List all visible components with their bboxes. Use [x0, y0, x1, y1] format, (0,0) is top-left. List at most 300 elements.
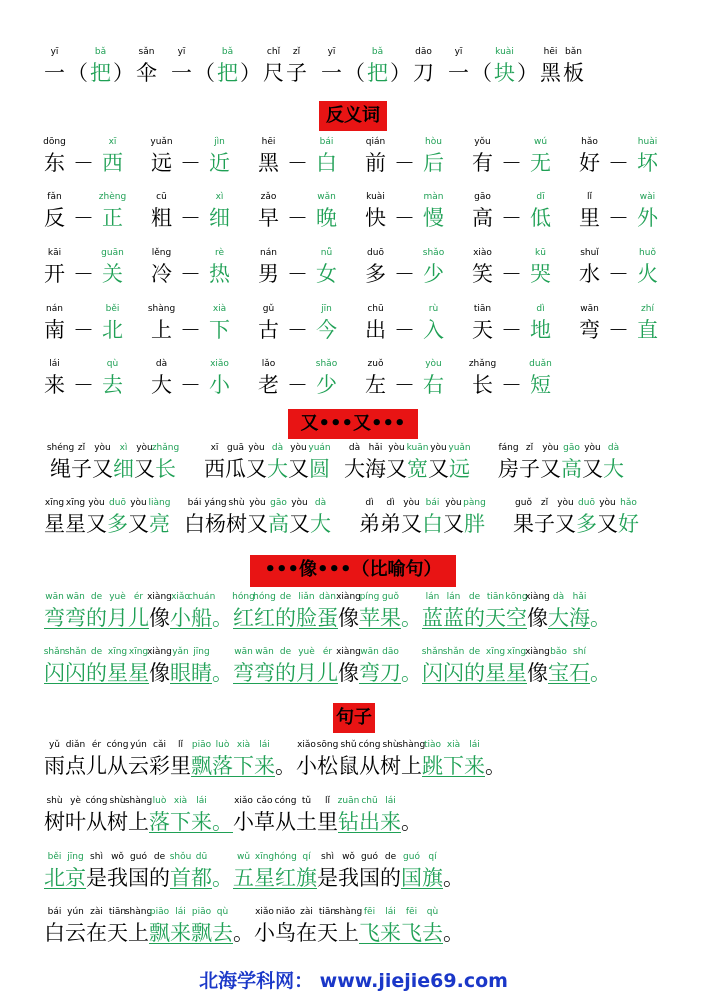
- pinyin: yòu: [94, 443, 111, 453]
- hanzi: 睛: [191, 661, 212, 685]
- pinyin: xiǎo: [255, 907, 274, 917]
- pinyin: yòu: [430, 443, 447, 453]
- char-unit: [316, 137, 337, 176]
- pinyin: dà: [607, 443, 620, 453]
- char-unit: [472, 248, 493, 287]
- char-unit: [254, 647, 275, 686]
- char-unit: [44, 796, 65, 835]
- char-unit: [590, 605, 611, 631]
- hanzi: 云: [128, 754, 149, 778]
- char-unit: [190, 456, 204, 482]
- hanzi: 长: [155, 457, 176, 481]
- hanzi: 胖: [464, 512, 485, 536]
- pinyin: jìn: [214, 137, 225, 147]
- char-unit: [212, 907, 233, 946]
- pinyin: wǒ: [342, 852, 355, 862]
- pinyin: xià: [173, 796, 188, 806]
- pinyin: kū: [535, 248, 546, 258]
- char-unit: [212, 740, 233, 779]
- pinyin: shù: [46, 796, 63, 806]
- char-unit: [443, 740, 464, 779]
- hanzi: 。: [590, 661, 611, 685]
- char-unit: [128, 498, 149, 537]
- char-unit: [448, 443, 471, 482]
- char-unit: [233, 796, 254, 835]
- char-unit: [258, 248, 279, 287]
- hanzi: 。: [485, 754, 506, 778]
- hanzi: 白: [184, 512, 205, 536]
- char-unit: [563, 47, 584, 86]
- pinyin: xī: [108, 137, 117, 147]
- char-unit: [246, 443, 267, 482]
- pinyin: hóng: [274, 852, 297, 862]
- pinyin: guā: [227, 443, 244, 453]
- pinyin: lǐ: [177, 740, 183, 750]
- pinyin: shǎo: [422, 248, 445, 258]
- char-unit: [131, 261, 143, 287]
- hanzi: 从: [86, 810, 107, 834]
- char-unit: [603, 443, 624, 482]
- char-unit: [128, 740, 149, 779]
- pinyin: dì: [536, 304, 545, 314]
- char-unit: [308, 443, 331, 482]
- pinyin: yuè: [298, 647, 315, 657]
- char-unit: [499, 511, 513, 537]
- char-unit: [149, 796, 170, 835]
- char-unit: [485, 592, 506, 631]
- pinyin: yī: [454, 47, 463, 57]
- char-unit: [107, 498, 128, 537]
- pinyin: zài: [90, 907, 103, 917]
- pinyin: tiān: [108, 907, 127, 917]
- char-unit: [336, 647, 361, 686]
- pinyin: yǔ: [48, 740, 61, 750]
- hanzi: 火: [637, 262, 658, 286]
- char-unit: [559, 317, 571, 343]
- pinyin: wān: [234, 647, 253, 657]
- pinyin: yún: [67, 907, 84, 917]
- hanzi: 树: [107, 810, 128, 834]
- hanzi: 下: [209, 318, 230, 342]
- hanzi: 飞: [401, 921, 422, 945]
- char-unit: [191, 740, 212, 779]
- hanzi: 一: [171, 61, 192, 85]
- hanzi: 月: [296, 661, 317, 685]
- char-unit: [86, 740, 107, 779]
- hanzi: 出: [359, 810, 380, 834]
- char-unit: [92, 443, 113, 482]
- pinyin: shàng: [147, 304, 176, 314]
- hanzi: 一: [448, 61, 469, 85]
- pinyin: shù: [382, 740, 399, 750]
- char-unit: [90, 47, 111, 86]
- pinyin: gāo: [474, 192, 491, 202]
- hanzi: 天: [107, 921, 128, 945]
- hanzi: －: [394, 206, 415, 230]
- hanzi: 大: [310, 512, 331, 536]
- char-unit: [316, 248, 337, 287]
- pinyin: luò: [215, 740, 230, 750]
- hanzi: －: [73, 318, 94, 342]
- hanzi: 蓝: [422, 606, 443, 630]
- pinyin: liǎn: [298, 592, 315, 602]
- pinyin: yī: [327, 47, 336, 57]
- pinyin: wǎn: [317, 192, 336, 202]
- hanzi: 蛋: [317, 606, 338, 630]
- char-unit: [316, 192, 337, 231]
- pinyin: bǎ: [371, 47, 384, 57]
- hanzi: 儿: [128, 606, 149, 630]
- pinyin: běi: [105, 304, 120, 314]
- char-unit: [576, 498, 597, 537]
- char-unit: [345, 372, 357, 398]
- pinyin: lái: [175, 907, 186, 917]
- hanzi: 白: [422, 512, 443, 536]
- char-unit: [128, 647, 149, 686]
- char-unit: [170, 796, 191, 835]
- char-unit: [151, 248, 172, 287]
- char-unit: [422, 592, 443, 631]
- pinyin: bái: [319, 137, 334, 147]
- row-antonym2: [44, 192, 658, 231]
- hanzi: 下: [170, 810, 191, 834]
- char-unit: [517, 60, 538, 86]
- pinyin: yòu: [388, 443, 405, 453]
- char-unit: [233, 852, 254, 891]
- char-unit: [380, 498, 401, 537]
- char-unit: [44, 907, 65, 946]
- char-unit: [268, 498, 289, 537]
- hanzi: 树: [380, 754, 401, 778]
- hanzi: 快: [365, 206, 386, 230]
- char-unit: [101, 248, 124, 287]
- char-unit: [338, 852, 359, 891]
- char-unit: [344, 443, 365, 482]
- pinyin: lái: [385, 796, 396, 806]
- char-unit: [212, 865, 233, 891]
- char-unit: [637, 137, 658, 176]
- hanzi: 早: [258, 206, 279, 230]
- hanzi: 又: [247, 512, 268, 536]
- hanzi: 前: [365, 151, 386, 175]
- char-unit: [394, 317, 415, 343]
- hanzi: 天: [317, 921, 338, 945]
- char-unit: [597, 498, 618, 537]
- char-unit: [472, 192, 493, 231]
- hanzi: 一: [44, 61, 65, 85]
- char-unit: [86, 647, 107, 686]
- hanzi: 小: [254, 921, 275, 945]
- pinyin: chǐ: [266, 47, 281, 57]
- hanzi: 落: [212, 754, 233, 778]
- hanzi: 白: [44, 921, 65, 945]
- hanzi: 闪: [422, 661, 443, 685]
- char-unit: [289, 498, 310, 537]
- hanzi: 上: [128, 921, 149, 945]
- char-unit: [337, 796, 360, 835]
- pinyin: jīn: [321, 304, 332, 314]
- hanzi: 。: [590, 606, 611, 630]
- char-unit: [579, 137, 600, 176]
- char-unit: [180, 205, 201, 231]
- row-sentence1: [44, 740, 506, 779]
- char-unit: [226, 498, 247, 537]
- pinyin: guǒ: [515, 498, 532, 508]
- pinyin: zài: [300, 907, 313, 917]
- hanzi: 下: [443, 754, 464, 778]
- char-unit: [468, 359, 497, 398]
- pinyin: dà: [348, 443, 361, 453]
- pinyin: wān: [360, 647, 379, 657]
- char-unit: [46, 443, 75, 482]
- char-unit: [559, 150, 571, 176]
- pinyin: xiǎo: [171, 592, 190, 602]
- pinyin: xī: [210, 443, 219, 453]
- char-unit: [452, 261, 464, 287]
- hanzi: 的: [86, 661, 107, 685]
- hanzi: 里: [170, 754, 191, 778]
- char-unit: [448, 47, 469, 86]
- hanzi: 的: [464, 661, 485, 685]
- hanzi: 叶: [65, 810, 86, 834]
- pinyin: yòu: [445, 498, 462, 508]
- pinyin: zhèng: [98, 192, 127, 202]
- hanzi: 眼: [170, 661, 191, 685]
- pinyin: tiān: [473, 304, 492, 314]
- char-unit: [286, 47, 307, 86]
- pinyin: yòu: [425, 359, 442, 369]
- char-unit: [288, 443, 309, 482]
- hanzi: 又: [134, 457, 155, 481]
- char-unit: [296, 907, 317, 946]
- pinyin: duǎn: [529, 359, 552, 369]
- char-unit: [131, 372, 143, 398]
- char-unit: [501, 372, 522, 398]
- hanzi: 。: [443, 866, 464, 890]
- hanzi: 小: [209, 373, 230, 397]
- pinyin: zuān: [337, 796, 360, 806]
- pinyin: xiǎo: [234, 796, 253, 806]
- char-unit: [608, 150, 629, 176]
- hanzi: －: [287, 151, 308, 175]
- pinyin: de: [279, 647, 292, 657]
- char-unit: [345, 511, 359, 537]
- char-unit: [401, 907, 422, 946]
- hanzi: 老: [258, 373, 279, 397]
- pinyin: zǐ: [540, 498, 549, 508]
- hanzi: 。: [401, 606, 422, 630]
- char-unit: [86, 592, 107, 631]
- pinyin: zǎo: [260, 192, 277, 202]
- char-unit: [151, 443, 180, 482]
- hanzi: 地: [530, 318, 551, 342]
- pinyin: sōng: [316, 740, 339, 750]
- hanzi: 星: [485, 661, 506, 685]
- char-unit: [159, 60, 169, 86]
- hanzi: 是: [317, 866, 338, 890]
- pinyin: zhǎng: [151, 443, 180, 453]
- char-unit: [275, 647, 296, 686]
- hanzi: 伞: [136, 61, 157, 85]
- hanzi: 星: [65, 512, 86, 536]
- hanzi: ）: [113, 61, 134, 85]
- hanzi: 弯: [579, 318, 600, 342]
- char-unit: [170, 647, 191, 686]
- hanzi: 黑: [540, 61, 561, 85]
- hanzi: 又: [289, 512, 310, 536]
- hanzi: 脸: [296, 606, 317, 630]
- pinyin: rù: [428, 304, 439, 314]
- char-unit: [472, 137, 493, 176]
- char-unit: [65, 740, 86, 779]
- char-unit: [147, 592, 172, 631]
- char-unit: [401, 852, 422, 891]
- char-unit: [124, 796, 153, 835]
- hanzi: 宝: [548, 661, 569, 685]
- pinyin: xīng: [65, 498, 86, 508]
- pinyin: qù: [216, 907, 229, 917]
- pinyin: cǎi: [153, 740, 166, 750]
- char-unit: [254, 796, 275, 835]
- char-unit: [232, 592, 255, 631]
- hanzi: 闪: [443, 661, 464, 685]
- hanzi: 。: [401, 810, 422, 834]
- hanzi: 海: [365, 457, 386, 481]
- char-unit: [44, 248, 65, 287]
- char-unit: [608, 317, 629, 343]
- pinyin: tiān: [486, 592, 505, 602]
- char-unit: [296, 592, 317, 631]
- hanzi: 里: [317, 810, 338, 834]
- char-unit: [225, 443, 246, 482]
- pinyin: yáng: [204, 498, 227, 508]
- char-unit: [296, 740, 317, 779]
- pinyin: xì: [215, 192, 224, 202]
- hanzi: 细: [113, 457, 134, 481]
- hanzi: 的: [86, 606, 107, 630]
- hanzi: 多: [107, 512, 128, 536]
- hanzi: 多: [365, 262, 386, 286]
- hanzi: 绳: [50, 457, 71, 481]
- hanzi: －: [501, 373, 522, 397]
- hanzi: 无: [530, 151, 551, 175]
- hanzi: 瓜: [225, 457, 246, 481]
- hanzi: 又: [92, 457, 113, 481]
- hanzi: 多: [576, 512, 597, 536]
- char-unit: [498, 443, 519, 482]
- pinyin: bái: [425, 498, 440, 508]
- char-unit: [501, 150, 522, 176]
- row-antonym3: [44, 248, 658, 287]
- hanzi: －: [73, 151, 94, 175]
- char-unit: [380, 796, 401, 835]
- hanzi: 像: [149, 606, 170, 630]
- hanzi: －: [394, 151, 415, 175]
- hanzi: 高: [268, 512, 289, 536]
- hanzi: 高: [472, 206, 493, 230]
- pinyin: yòu: [599, 498, 616, 508]
- hanzi: 树: [226, 512, 247, 536]
- char-unit: [423, 192, 444, 231]
- hanzi: －: [394, 373, 415, 397]
- char-unit: [151, 192, 172, 231]
- pinyin: shù: [228, 498, 245, 508]
- pinyin: shì: [90, 852, 103, 862]
- char-unit: [287, 317, 308, 343]
- hanzi: 又: [288, 457, 309, 481]
- pinyin: hǎo: [620, 498, 637, 508]
- pinyin: zhǎng: [468, 359, 497, 369]
- pinyin: dàn: [319, 592, 336, 602]
- hanzi: 西: [204, 457, 225, 481]
- char-unit: [315, 359, 338, 398]
- char-unit: [331, 511, 345, 537]
- hanzi: 高: [561, 457, 582, 481]
- char-unit: [359, 852, 380, 891]
- char-unit: [73, 261, 94, 287]
- char-unit: [452, 205, 464, 231]
- pinyin: xīng: [107, 647, 128, 657]
- char-unit: [555, 498, 576, 537]
- char-unit: [170, 740, 191, 779]
- hanzi: 闪: [44, 661, 65, 685]
- row-sentence3: [44, 852, 464, 891]
- hanzi: 上: [151, 318, 172, 342]
- pinyin: yòu: [130, 498, 147, 508]
- char-unit: [102, 137, 123, 176]
- char-unit: [233, 740, 254, 779]
- hanzi: －: [287, 262, 308, 286]
- char-unit: [65, 796, 86, 835]
- pinyin: yǒu: [474, 137, 491, 147]
- char-unit: [258, 192, 279, 231]
- hanzi: 来: [464, 754, 485, 778]
- pinyin: liàng: [148, 498, 171, 508]
- pinyin: xīng: [485, 647, 506, 657]
- pinyin: lái: [196, 796, 207, 806]
- char-unit: [71, 443, 92, 482]
- hanzi: 大: [267, 457, 288, 481]
- pinyin: wān: [255, 647, 274, 657]
- char-unit: [136, 47, 157, 86]
- char-unit: [317, 592, 338, 631]
- hanzi: －: [180, 373, 201, 397]
- hanzi: 北: [44, 866, 65, 890]
- pinyin: shí: [573, 647, 586, 657]
- char-unit: [209, 304, 230, 343]
- hanzi: 又: [128, 512, 149, 536]
- char-unit: [525, 647, 550, 686]
- char-unit: [569, 592, 590, 631]
- char-unit: [296, 647, 317, 686]
- char-unit: [637, 248, 658, 287]
- pinyin: cū: [156, 192, 167, 202]
- hanzi: －: [501, 206, 522, 230]
- pinyin: xiàng: [525, 647, 550, 657]
- hanzi: 五: [233, 866, 254, 890]
- char-unit: [317, 796, 338, 835]
- pinyin: duō: [578, 498, 595, 508]
- pinyin: piāo: [149, 907, 170, 917]
- pinyin: bǎo: [550, 647, 567, 657]
- char-unit: [128, 852, 149, 891]
- pinyin: ér: [322, 647, 333, 657]
- pinyin: piāo: [191, 907, 212, 917]
- hanzi: 开: [44, 262, 65, 286]
- hanzi: 哭: [530, 262, 551, 286]
- hanzi: 圆: [309, 457, 330, 481]
- hanzi: 慢: [423, 206, 444, 230]
